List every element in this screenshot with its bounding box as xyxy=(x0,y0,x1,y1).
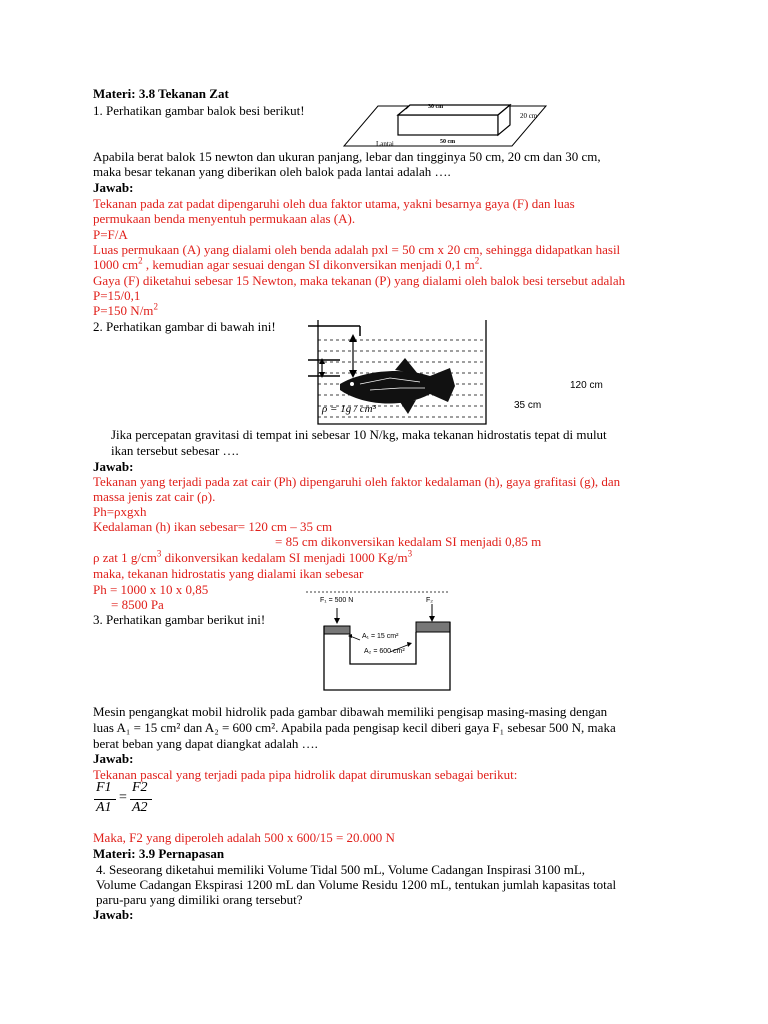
question-3-text-line3: berat beban yang dapat diangkat adalah …. xyxy=(93,736,318,751)
answer-3-line1: Tekanan pascal yang terjadi pada pipa hidrolik dapat dirumuskan sebagai berikut: xyxy=(93,767,518,782)
answer-2-line1: Tekanan yang terjadi pada zat cair (Ph) dipengaruhi oleh faktor kedalaman (h), gaya grafitasi (g), dan xyxy=(93,474,621,489)
answer-label-4: Jawab: xyxy=(93,907,134,922)
answer-1-result: P=150 $N/m^2$ xyxy=(93,301,158,318)
answer-2-formula: Ph=ρxgxh xyxy=(93,504,147,519)
section-heading-2: Materi: 3.9 Pernapasan xyxy=(93,846,225,861)
formula-denominator-1: A1 xyxy=(96,800,112,815)
density-label: ρ = 1g / cm³ xyxy=(322,403,376,415)
question-1-text-line2: maka besar tekanan yang diberikan oleh balok pada lantai adalah …. xyxy=(93,164,451,179)
question-1-text-line1: Apabila berat balok 15 newton dan ukuran panjang, lebar dan tingginya 50 cm, 20 cm dan 30 cm, xyxy=(93,149,601,164)
answer-2-result: = 8500 Pa xyxy=(111,597,164,612)
question-2-text-line1: Jika percepatan gravitasi di tempat ini sebesar 10 N/kg, maka tekanan hidrostatis tepat di mulut xyxy=(111,427,607,442)
question-4-line1: 4. Seseorang diketahui memiliki Volume Tidal 500 mL, Volume Cadangan Inspirasi 3100 mL, xyxy=(96,862,586,877)
depth-total-label: 120 cm xyxy=(570,380,603,391)
answer-1-line1: Tekanan pada zat padat dipengaruhi oleh dua faktor utama, yakni besarnya gaya (F) dan luas xyxy=(93,196,575,211)
question-2-text-line2: ikan tersebut sebesar …. xyxy=(111,443,239,458)
answer-2-depth: Kedalaman (h) ikan sebesar= 120 cm – 35 cm xyxy=(93,519,333,534)
question-4-line2: Volume Cadangan Ekspirasi 1200 mL dan Volume Residu 1200 mL, tentukan jumlah kapasitas total xyxy=(96,877,617,892)
formula-numerator-2: F2 xyxy=(132,780,148,795)
answer-2-depth-si: = 85 cm dikonversikan kedalam SI menjadi 0,85 m xyxy=(275,534,542,549)
answer-2-density: ρ zat 1 $g/cm^3$ dikonversikan kedalam SI menjadi 1000 $Kg/m^3$ xyxy=(93,548,413,565)
formula-numerator-1: F1 xyxy=(96,780,112,795)
answer-label-2: Jawab: xyxy=(93,459,134,474)
floor-label: Lantai xyxy=(376,140,394,148)
section-heading: Materi: 3.8 Tekanan Zat xyxy=(93,86,229,101)
answer-label-1: Jawab: xyxy=(93,180,134,195)
question-3-text-line1: Mesin pengangkat mobil hidrolik pada gambar dibawah memiliki pengisap masing-masing dengan xyxy=(93,704,608,719)
depth-fish-label: 35 cm xyxy=(514,400,542,411)
area-2-label: A₂ = 600 cm² xyxy=(364,648,405,655)
answer-2-calc: Ph = 1000 x 10 x 0,85 xyxy=(93,582,209,597)
question-4-line3: paru-paru yang dimiliki orang tersebut? xyxy=(96,892,303,907)
question-1-prompt: 1. Perhatikan gambar balok besi berikut! xyxy=(93,103,305,118)
answer-1-force: Gaya (F) diketahui sebesar 15 Newton, maka tekanan (P) yang dialami oleh balok besi tersebut adalah xyxy=(93,273,626,288)
block-label-20: 20 cm xyxy=(520,112,538,120)
answer-1-area-line2: 1000 $cm^2$ , kemudian agar sesuai dengan SI dikonversikan menjadi 0,1 $m^2$. xyxy=(93,255,483,272)
formula-equals: = xyxy=(119,790,127,805)
answer-1-formula: P=F/A xyxy=(93,227,128,242)
answer-1-calc: P=15/0,1 xyxy=(93,288,141,303)
iron-block-figure xyxy=(340,100,555,150)
force-1-label: F₁ = 500 N xyxy=(320,597,354,604)
fish-tank-figure xyxy=(300,318,620,428)
question-3-text-line2: luas A₁ = 15 cm² dan A₂ = 600 cm². Apabila pada pengisap kecil diberi gaya F₁ sebesar 500 N, maka xyxy=(93,720,616,735)
question-3-prompt: 3. Perhatikan gambar berikut ini! xyxy=(93,612,266,627)
answer-2-line2: massa jenis zat cair (ρ). xyxy=(93,489,216,504)
formula-denominator-2: A2 xyxy=(132,800,148,815)
answer-1-area-line1: Luas permukaan (A) yang dialami oleh benda adalah pxl = 50 cm x 20 cm, sehingga didapatkan hasil xyxy=(93,242,621,257)
force-2-label: F₂ xyxy=(426,597,433,604)
answer-label-3: Jawab: xyxy=(93,751,134,766)
question-2-prompt: 2. Perhatikan gambar di bawah ini! xyxy=(93,319,276,334)
block-label-50: 50 cm xyxy=(440,139,456,145)
answer-3-result: Maka, F2 yang diperoleh adalah 500 x 600/15 = 20.000 N xyxy=(93,830,395,845)
answer-1-line2: permukaan benda menyentuh permukaan alas (A). xyxy=(93,211,356,226)
area-1-label: A₁ = 15 cm² xyxy=(362,633,399,640)
block-label-30: 30 cm xyxy=(428,104,444,110)
answer-2-statement: maka, tekanan hidrostatis yang dialami ikan sebesar xyxy=(93,566,364,581)
hydraulic-figure xyxy=(300,588,460,694)
